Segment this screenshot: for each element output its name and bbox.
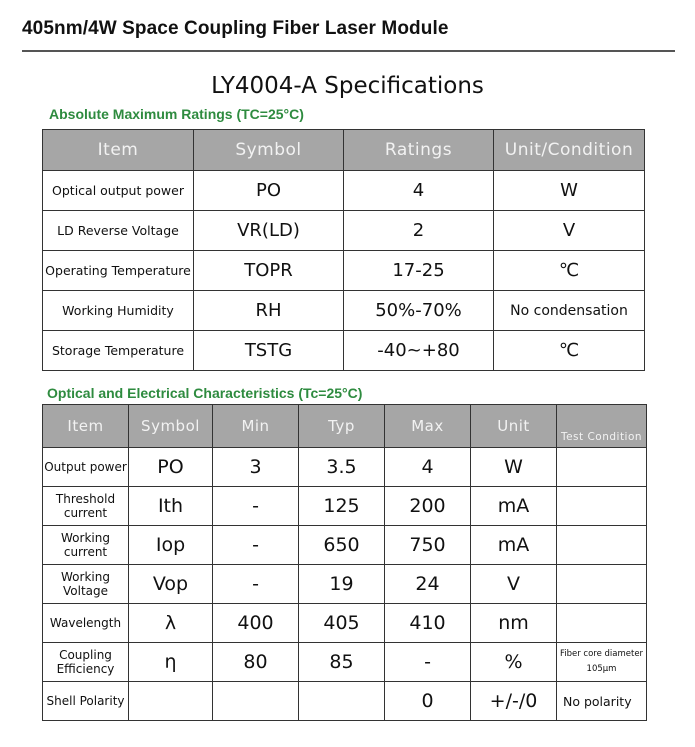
column-header: Ratings bbox=[344, 130, 494, 171]
unit-cell: % bbox=[471, 643, 557, 682]
max-cell: 0 bbox=[385, 682, 471, 721]
spec-title: LY4004-A Specifications bbox=[211, 73, 484, 99]
typ-cell: 125 bbox=[299, 487, 385, 526]
test-condition-cell bbox=[557, 565, 647, 604]
item-cell: LD Reverse Voltage bbox=[43, 211, 194, 251]
page-title: 405nm/4W Space Coupling Fiber Laser Module bbox=[22, 18, 449, 39]
column-header: Item bbox=[43, 405, 129, 448]
rating-cell: 17-25 bbox=[344, 251, 494, 291]
min-cell bbox=[213, 682, 299, 721]
column-header: Item bbox=[43, 130, 194, 171]
symbol-cell bbox=[129, 682, 213, 721]
min-cell: - bbox=[213, 565, 299, 604]
column-header: Min bbox=[213, 405, 299, 448]
table-row bbox=[43, 565, 647, 604]
test-condition-cell bbox=[557, 526, 647, 565]
unit-cell: W bbox=[494, 171, 645, 211]
table-row bbox=[43, 251, 645, 291]
table-header-row bbox=[43, 405, 647, 448]
column-header: Symbol bbox=[129, 405, 213, 448]
unit-cell: +/-/0 bbox=[471, 682, 557, 721]
table-row bbox=[43, 171, 645, 211]
abs-max-heading: Absolute Maximum Ratings (TC=25°C) bbox=[49, 106, 304, 122]
item-cell: Output power bbox=[43, 448, 129, 487]
column-header: Typ bbox=[299, 405, 385, 448]
symbol-cell: VR(LD) bbox=[194, 211, 344, 251]
table-row bbox=[43, 331, 645, 371]
typ-cell: 19 bbox=[299, 565, 385, 604]
unit-cell: nm bbox=[471, 604, 557, 643]
min-cell: 80 bbox=[213, 643, 299, 682]
table-row bbox=[43, 604, 647, 643]
item-cell: Operating Temperature bbox=[43, 251, 194, 291]
symbol-cell: PO bbox=[194, 171, 344, 211]
unit-cell: V bbox=[494, 211, 645, 251]
unit-cell: mA bbox=[471, 526, 557, 565]
max-cell: 24 bbox=[385, 565, 471, 604]
min-cell: 3 bbox=[213, 448, 299, 487]
symbol-cell: RH bbox=[194, 291, 344, 331]
test-condition-cell: Fiber core diameter 105μm bbox=[557, 643, 647, 682]
absolute-max-ratings-table bbox=[42, 129, 645, 371]
item-cell: Threshold current bbox=[43, 487, 129, 526]
unit-cell: mA bbox=[471, 487, 557, 526]
typ-cell: 405 bbox=[299, 604, 385, 643]
rating-cell: 2 bbox=[344, 211, 494, 251]
table-row bbox=[43, 643, 647, 682]
test-condition-cell bbox=[557, 604, 647, 643]
table-row bbox=[43, 487, 647, 526]
table-row bbox=[43, 211, 645, 251]
opt-elec-heading: Optical and Electrical Characteristics (Tc=25°C) bbox=[47, 385, 363, 401]
max-cell: 750 bbox=[385, 526, 471, 565]
rating-cell: -40~+80 bbox=[344, 331, 494, 371]
typ-cell: 3.5 bbox=[299, 448, 385, 487]
max-cell: - bbox=[385, 643, 471, 682]
typ-cell: 85 bbox=[299, 643, 385, 682]
min-cell: - bbox=[213, 487, 299, 526]
table-header-row bbox=[43, 130, 645, 171]
item-cell: Optical output power bbox=[43, 171, 194, 211]
symbol-cell: Ith bbox=[129, 487, 213, 526]
rating-cell: 50%-70% bbox=[344, 291, 494, 331]
test-condition-cell: No polarity bbox=[557, 682, 647, 721]
column-header: Symbol bbox=[194, 130, 344, 171]
symbol-cell: λ bbox=[129, 604, 213, 643]
typ-cell: 650 bbox=[299, 526, 385, 565]
unit-cell: ℃ bbox=[494, 331, 645, 371]
symbol-cell: Vop bbox=[129, 565, 213, 604]
unit-cell: W bbox=[471, 448, 557, 487]
table-row bbox=[43, 526, 647, 565]
item-cell: Shell Polarity bbox=[43, 682, 129, 721]
rating-cell: 4 bbox=[344, 171, 494, 211]
table-row bbox=[43, 448, 647, 487]
test-condition-cell bbox=[557, 448, 647, 487]
title-divider bbox=[22, 50, 675, 52]
max-cell: 410 bbox=[385, 604, 471, 643]
item-cell: Working Voltage bbox=[43, 565, 129, 604]
item-cell: Storage Temperature bbox=[43, 331, 194, 371]
symbol-cell: TSTG bbox=[194, 331, 344, 371]
unit-cell: ℃ bbox=[494, 251, 645, 291]
column-header: Test Condition bbox=[557, 405, 647, 448]
min-cell: - bbox=[213, 526, 299, 565]
symbol-cell: Iop bbox=[129, 526, 213, 565]
item-cell: Coupling Efficiency bbox=[43, 643, 129, 682]
max-cell: 200 bbox=[385, 487, 471, 526]
unit-cell: No condensation bbox=[494, 291, 645, 331]
max-cell: 4 bbox=[385, 448, 471, 487]
column-header: Unit/Condition bbox=[494, 130, 645, 171]
symbol-cell: η bbox=[129, 643, 213, 682]
optical-electrical-table bbox=[42, 404, 647, 721]
table-row bbox=[43, 291, 645, 331]
column-header: Unit bbox=[471, 405, 557, 448]
column-header: Max bbox=[385, 405, 471, 448]
table-row bbox=[43, 682, 647, 721]
symbol-cell: PO bbox=[129, 448, 213, 487]
unit-cell: V bbox=[471, 565, 557, 604]
test-condition-cell bbox=[557, 487, 647, 526]
symbol-cell: TOPR bbox=[194, 251, 344, 291]
typ-cell bbox=[299, 682, 385, 721]
item-cell: Working current bbox=[43, 526, 129, 565]
min-cell: 400 bbox=[213, 604, 299, 643]
item-cell: Wavelength bbox=[43, 604, 129, 643]
item-cell: Working Humidity bbox=[43, 291, 194, 331]
